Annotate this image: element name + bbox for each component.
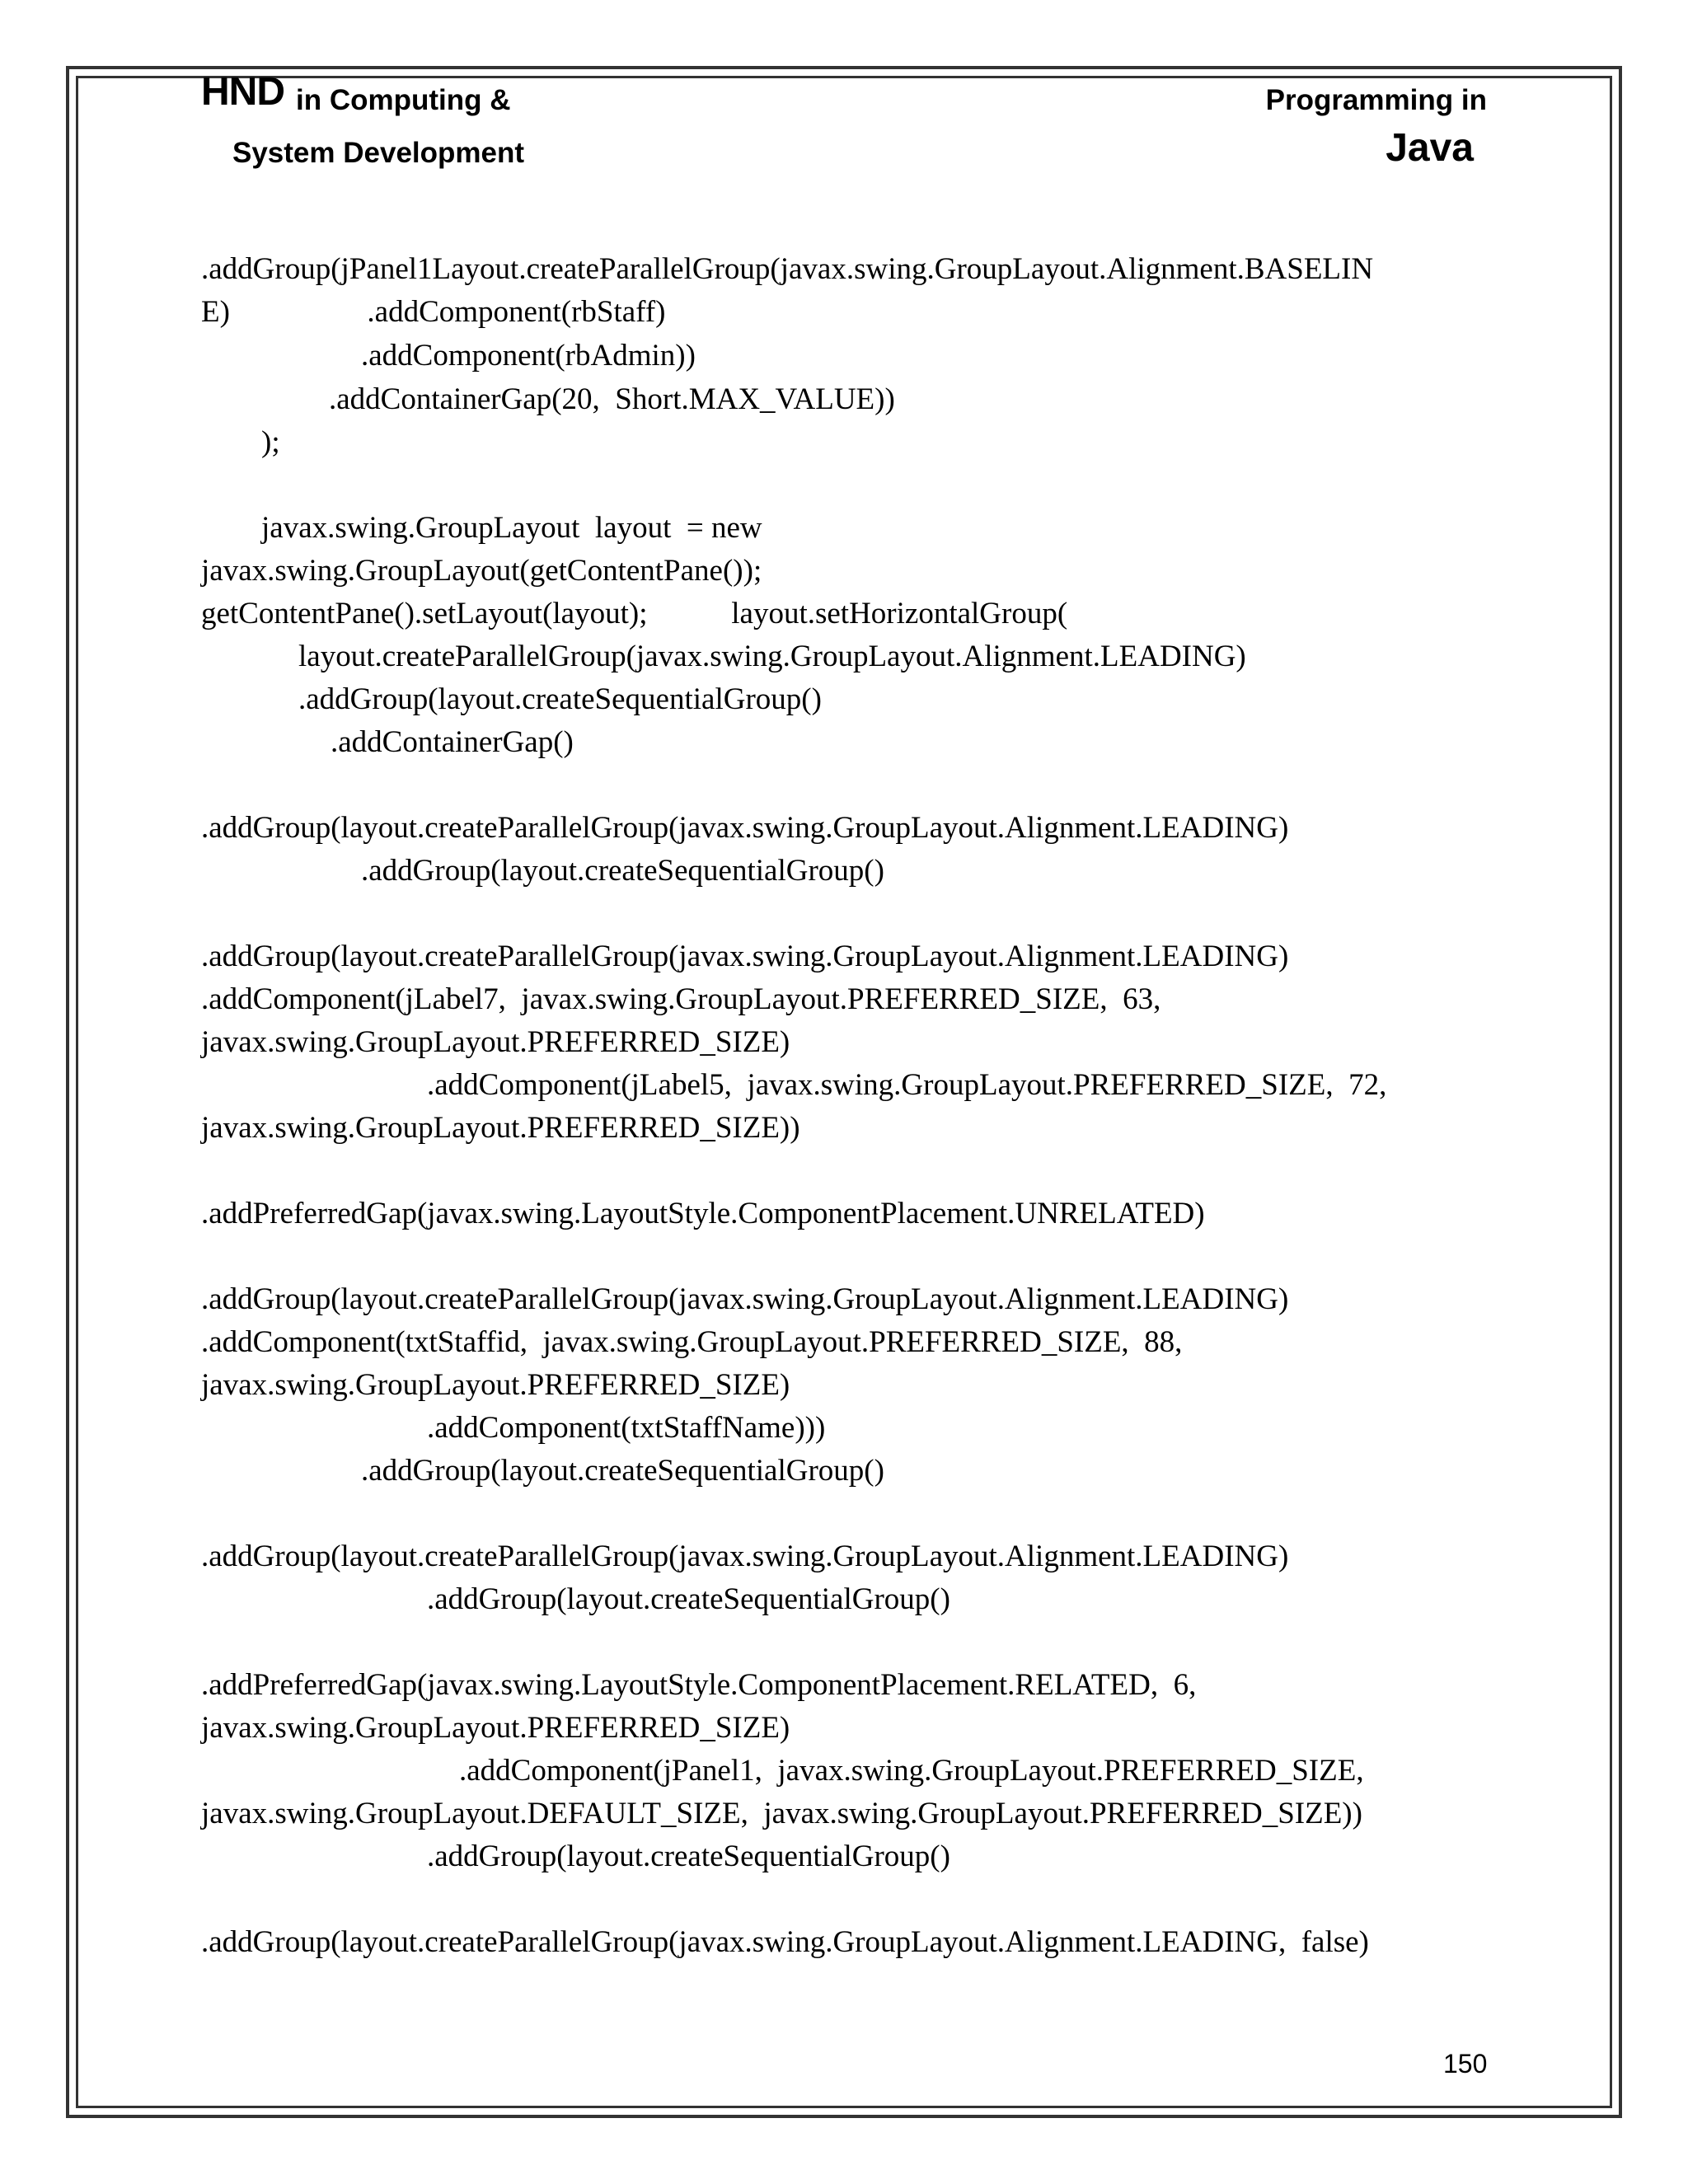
header-subject-line2: Java: [1386, 126, 1474, 170]
code-line: .addPreferredGap(javax.swing.LayoutStyle.ComponentPlacement.UNRELATED): [201, 1197, 1205, 1230]
code-line: getContentPane().setLayout(layout); layout.setHorizontalGroup(: [201, 597, 1068, 630]
code-line: .addContainerGap(20, Short.MAX_VALUE)): [329, 382, 895, 416]
code-line: .addGroup(layout.createSequentialGroup(): [298, 682, 822, 716]
code-line: .addGroup(jPanel1Layout.createParallelGroup(javax.swing.GroupLayout.Alignment.BASELIN: [201, 252, 1374, 286]
header-course-line2: System Development: [232, 137, 525, 169]
code-line: javax.swing.GroupLayout.PREFERRED_SIZE): [201, 1025, 790, 1059]
code-line: .addGroup(layout.createParallelGroup(javax.swing.GroupLayout.Alignment.LEADING, false): [201, 1925, 1369, 1959]
code-line: .addPreferredGap(javax.swing.LayoutStyle.ComponentPlacement.RELATED, 6,: [201, 1668, 1197, 1702]
code-line: javax.swing.GroupLayout.PREFERRED_SIZE): [201, 1711, 790, 1745]
code-line: .addComponent(jLabel5, javax.swing.GroupLayout.PREFERRED_SIZE, 72,: [427, 1068, 1387, 1102]
code-line: .addGroup(layout.createParallelGroup(javax.swing.GroupLayout.Alignment.LEADING): [201, 1540, 1289, 1573]
code-line: .addGroup(layout.createParallelGroup(javax.swing.GroupLayout.Alignment.LEADING): [201, 940, 1289, 973]
code-line: javax.swing.GroupLayout.PREFERRED_SIZE): [201, 1368, 790, 1402]
code-line: javax.swing.GroupLayout layout = new: [261, 511, 762, 545]
header-hnd: HND: [201, 70, 284, 114]
code-line: .addComponent(rbAdmin)): [361, 339, 696, 373]
code-line: .addGroup(layout.createSequentialGroup(): [361, 854, 884, 888]
code-line: .addGroup(layout.createSequentialGroup(): [361, 1454, 884, 1488]
code-line: javax.swing.GroupLayout.PREFERRED_SIZE)): [201, 1111, 800, 1145]
code-line: javax.swing.GroupLayout.DEFAULT_SIZE, javax.swing.GroupLayout.PREFERRED_SIZE)): [201, 1797, 1362, 1830]
code-line: .addGroup(layout.createSequentialGroup(): [427, 1582, 950, 1616]
code-line: .addGroup(layout.createParallelGroup(javax.swing.GroupLayout.Alignment.LEADING): [201, 811, 1289, 845]
code-line: .addComponent(txtStaffName))): [427, 1411, 826, 1445]
page-number: 150: [1443, 2049, 1488, 2079]
header-subject-line1: Programming in: [1265, 84, 1487, 116]
code-line: javax.swing.GroupLayout(getContentPane());: [201, 554, 762, 588]
code-line: .addComponent(jLabel7, javax.swing.GroupLayout.PREFERRED_SIZE, 63,: [201, 982, 1161, 1016]
code-line: E) .addComponent(rbStaff): [201, 295, 666, 329]
code-line: .addContainerGap(): [331, 725, 574, 759]
code-line: .addGroup(layout.createParallelGroup(javax.swing.GroupLayout.Alignment.LEADING): [201, 1282, 1289, 1316]
code-line: );: [261, 425, 280, 459]
code-line: .addGroup(layout.createSequentialGroup(): [427, 1840, 950, 1873]
code-line: .addComponent(jPanel1, javax.swing.GroupLayout.PREFERRED_SIZE,: [459, 1754, 1364, 1788]
code-line: layout.createParallelGroup(javax.swing.GroupLayout.Alignment.LEADING): [298, 640, 1246, 673]
header-course-line1: in Computing &: [296, 84, 511, 116]
code-line: .addComponent(txtStaffid, javax.swing.GroupLayout.PREFERRED_SIZE, 88,: [201, 1325, 1183, 1359]
